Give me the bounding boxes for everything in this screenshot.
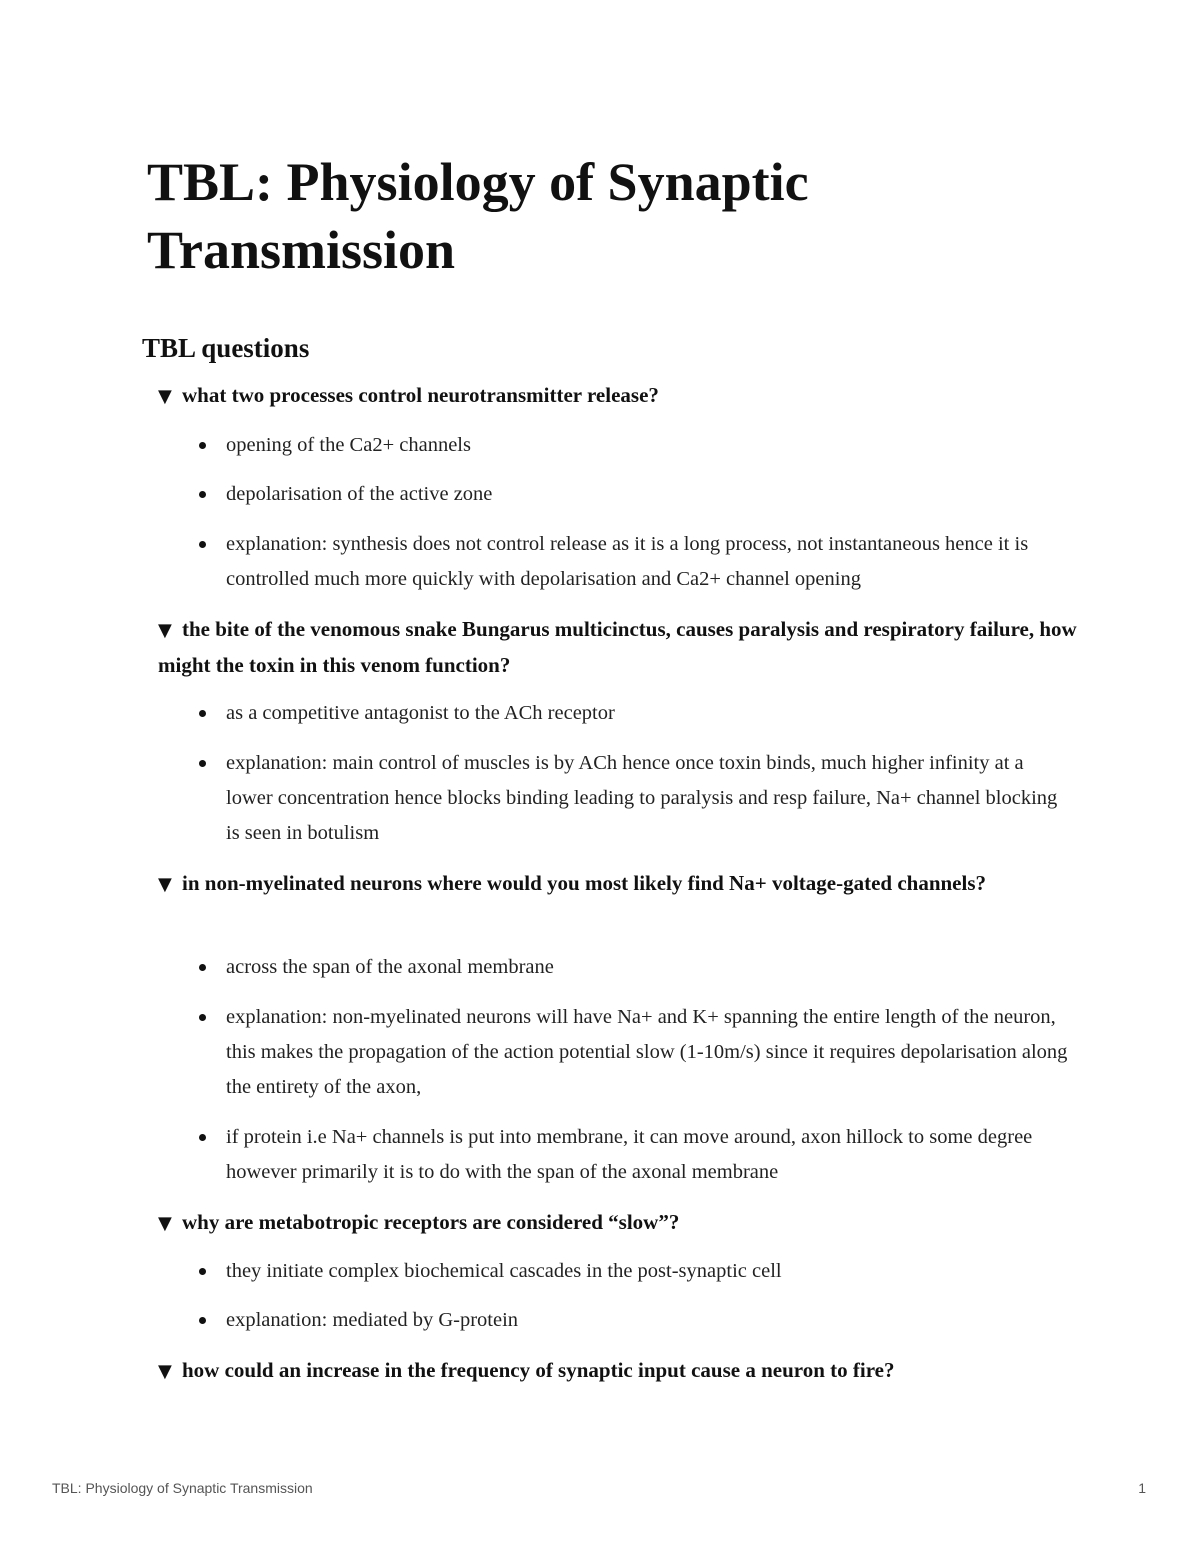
toggle-down-icon: ▼ bbox=[158, 386, 172, 407]
list-item bbox=[200, 696, 1070, 731]
bullet-icon bbox=[199, 541, 206, 548]
bullet-icon bbox=[199, 491, 206, 498]
bullet-icon bbox=[199, 1134, 206, 1141]
toggle-question-2[interactable] bbox=[158, 612, 1078, 683]
answer-text: explanation: main control of muscles is by ACh hence once toxin binds, much higher infinity at a lower concentration hence blocks binding leading to paralysis and resp failure, Na+ channel blocking is seen in botulism bbox=[226, 752, 1058, 844]
question-text: how could an increase in the frequency of synaptic input cause a neuron to fire? bbox=[182, 1358, 895, 1382]
toggle-down-icon: ▼ bbox=[158, 1361, 172, 1382]
list-item bbox=[200, 746, 1070, 851]
toggle-down-icon: ▼ bbox=[158, 1213, 172, 1234]
list-item bbox=[200, 1303, 1070, 1338]
answer-text: explanation: non-myelinated neurons will have Na+ and K+ spanning the entire length of the neuron, this makes the propagation of the action potential slow (1-10m/s) since it requires depolarisation along the entirety of the axon, bbox=[226, 1006, 1068, 1098]
answer-text: across the span of the axonal membrane bbox=[226, 956, 554, 978]
list-item bbox=[200, 1000, 1070, 1105]
answer-text: explanation: mediated by G-protein bbox=[226, 1309, 519, 1331]
bullet-icon bbox=[199, 1014, 206, 1021]
toggle-question-4[interactable] bbox=[158, 1205, 1078, 1241]
question-text: what two processes control neurotransmitter release? bbox=[182, 383, 659, 407]
question-text: the bite of the venomous snake Bungarus multicinctus, causes paralysis and respiratory failure, how might the toxin in this venom function? bbox=[158, 617, 1077, 677]
list-item bbox=[200, 477, 1070, 512]
section-heading: TBL questions bbox=[142, 333, 310, 363]
list-item bbox=[200, 1254, 1070, 1289]
question-text: why are metabotropic receptors are considered “slow”? bbox=[182, 1210, 680, 1234]
bullet-icon bbox=[199, 1317, 206, 1324]
answer-text: if protein i.e Na+ channels is put into membrane, it can move around, axon hillock to some degree however primarily it is to do with the span of the axonal membrane bbox=[226, 1126, 1033, 1183]
toggle-question-5[interactable] bbox=[158, 1353, 1078, 1389]
bullet-icon bbox=[199, 760, 206, 767]
answer-text: explanation: synthesis does not control release as it is a long process, not instantaneous hence it is controlled much more quickly with depolarisation and Ca2+ channel opening bbox=[226, 533, 1029, 590]
toggle-question-3[interactable] bbox=[158, 866, 1078, 902]
toggle-question-1[interactable] bbox=[158, 378, 1078, 414]
list-item bbox=[200, 1120, 1070, 1190]
question-text: in non-myelinated neurons where would you most likely find Na+ voltage-gated channels? bbox=[182, 871, 987, 895]
answer-text: they initiate complex biochemical cascades in the post-synaptic cell bbox=[226, 1260, 782, 1282]
list-item bbox=[200, 527, 1070, 597]
bullet-icon bbox=[199, 964, 206, 971]
answer-text: opening of the Ca2+ channels bbox=[226, 434, 471, 456]
bullet-icon bbox=[199, 1268, 206, 1275]
bullet-icon bbox=[199, 710, 206, 717]
toggle-down-icon: ▼ bbox=[158, 874, 172, 895]
page-number: 1 bbox=[1138, 1480, 1146, 1496]
answer-text: as a competitive antagonist to the ACh receptor bbox=[226, 702, 615, 724]
bullet-icon bbox=[199, 442, 206, 449]
footer-title: TBL: Physiology of Synaptic Transmission bbox=[52, 1480, 313, 1496]
list-item bbox=[200, 950, 1070, 985]
page-title: TBL: Physiology of Synaptic Transmission bbox=[147, 152, 809, 280]
list-item bbox=[200, 428, 1070, 463]
toggle-down-icon: ▼ bbox=[158, 620, 172, 641]
answer-text: depolarisation of the active zone bbox=[226, 483, 493, 505]
